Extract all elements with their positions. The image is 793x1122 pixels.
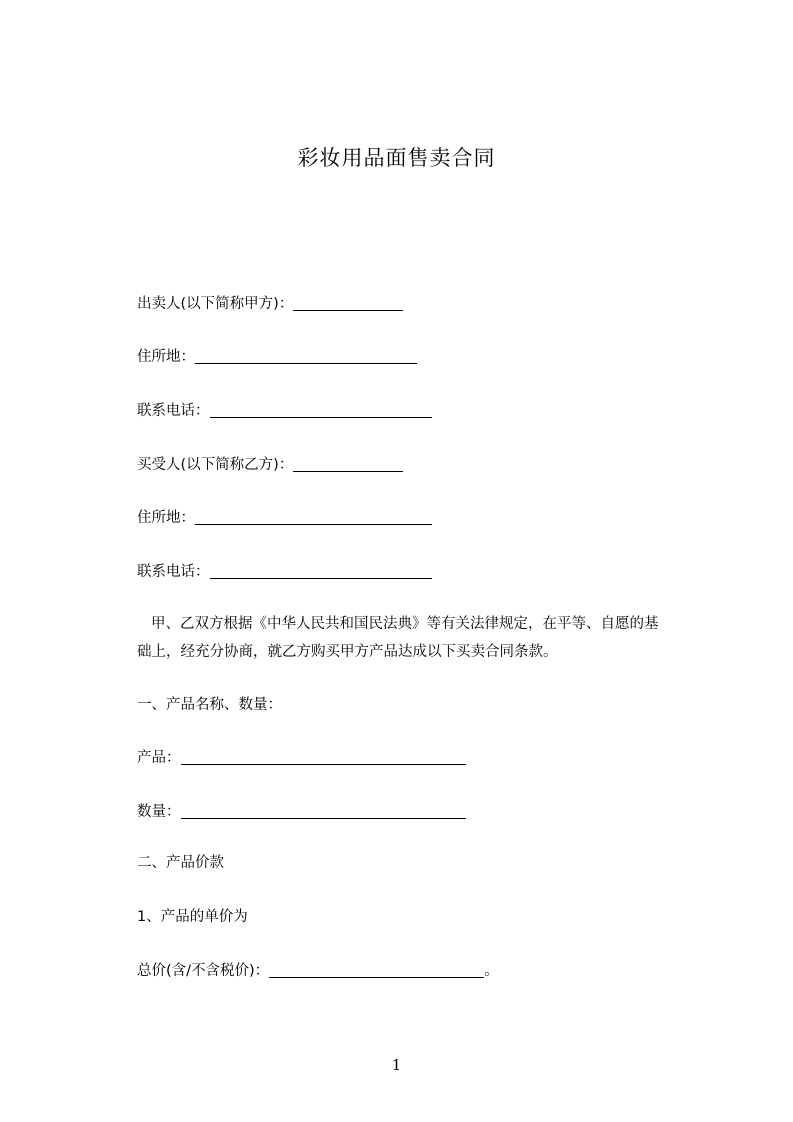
unit-price-line: 1、产品的单价为 bbox=[137, 909, 248, 925]
buyer-line bbox=[137, 453, 403, 474]
intro-text-2: 础上，经充分协商，就乙方购买甲方产品达成以下买卖合同条款。 bbox=[137, 644, 558, 660]
seller-blank[interactable] bbox=[293, 296, 403, 311]
intro-text-1: 甲、乙双方根据《中华人民共和国民法典》等有关法律规定，在平等、自愿的基 bbox=[151, 616, 659, 632]
seller-phone-blank[interactable] bbox=[210, 403, 432, 418]
intro-paragraph-line-1 bbox=[137, 612, 659, 633]
quantity-blank[interactable] bbox=[181, 804, 466, 819]
seller-address-label: 住所地： bbox=[137, 349, 195, 365]
seller-line bbox=[137, 292, 403, 313]
section1-heading: 一、产品名称、数量： bbox=[137, 697, 282, 713]
section2-heading: 二、产品价款 bbox=[137, 855, 224, 871]
seller-label: 出卖人(以下简称甲方)： bbox=[137, 296, 294, 312]
seller-phone-line bbox=[137, 399, 432, 420]
total-price-line bbox=[137, 959, 499, 980]
seller-address-blank[interactable] bbox=[195, 349, 417, 364]
product-blank[interactable] bbox=[181, 750, 466, 765]
buyer-address-blank[interactable] bbox=[195, 510, 432, 525]
total-price-blank[interactable] bbox=[269, 963, 484, 978]
buyer-blank[interactable] bbox=[293, 457, 403, 472]
buyer-phone-line bbox=[137, 560, 432, 581]
product-label: 产品： bbox=[137, 750, 181, 766]
buyer-phone-blank[interactable] bbox=[210, 564, 432, 579]
total-price-suffix: 。 bbox=[484, 963, 499, 979]
buyer-address-line bbox=[137, 506, 432, 527]
total-price-label: 总价(含/不含税价)： bbox=[137, 963, 270, 979]
buyer-phone-label: 联系电话： bbox=[137, 564, 210, 580]
buyer-label: 买受人(以下简称乙方)： bbox=[137, 457, 294, 473]
product-line bbox=[137, 746, 466, 767]
quantity-line bbox=[137, 800, 466, 821]
document-title: 彩妆用品面售卖合同 bbox=[297, 146, 496, 170]
intro-paragraph-line-2 bbox=[137, 640, 558, 661]
quantity-label: 数量： bbox=[137, 804, 181, 820]
seller-phone-label: 联系电话： bbox=[137, 403, 210, 419]
page-number: 1 bbox=[391, 1056, 402, 1074]
seller-address-line bbox=[137, 345, 417, 366]
buyer-address-label: 住所地： bbox=[137, 510, 195, 526]
